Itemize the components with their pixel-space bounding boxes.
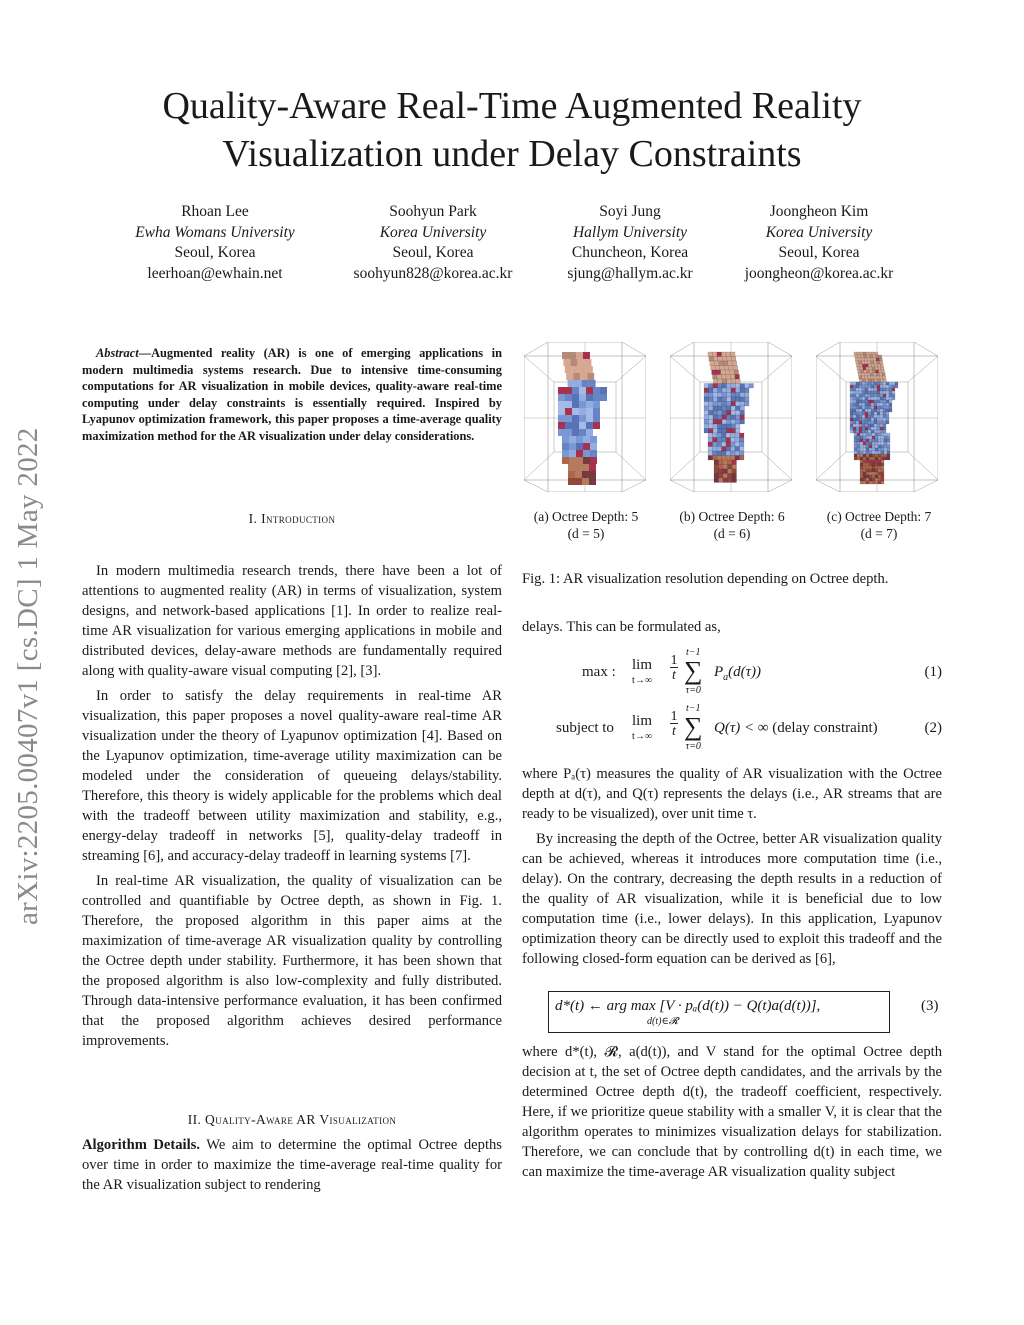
paragraph: In order to satisfy the delay requirements in real-time AR visualization, this paper proposes a novel quality-aware real-time AR visualization under the theory of Lyapunov optimization [4]. Based on the Lyapunov optimization, time-average utility maximization can be modeled under the consideration of queueing delays/stability. Therefore, this theory is widely applicable for the problems which deal with the tradeoff between utility maximization and stability, e.g., energy-delay tradeoff in networks [5], quality-delay tradeoff in streaming [6], and accuracy-delay tradeoff in learning systems [7]. — [82, 688, 502, 864]
numerator: 1 — [670, 653, 678, 668]
subcaption-text: (a) Octree Depth: 5 — [533, 509, 639, 524]
equation-3-text: d*(t) ← arg max [V · pₐ(d(t)) − Q(t)a(d(t))], — [555, 998, 821, 1014]
author-affiliation: Hallym University — [572, 223, 688, 241]
arxiv-identifier: arXiv:2205.00407v1 [cs.DC] 1 May 2022 — [12, 427, 44, 925]
equation-number: (3) — [921, 998, 939, 1014]
paragraph — [82, 1135, 502, 1195]
eq-lead: subject to — [556, 720, 614, 736]
subcaption-a — [516, 508, 656, 542]
title-line-1: Quality-Aware Real-Time Augmented Reality — [162, 85, 862, 127]
symbol: P — [714, 664, 724, 680]
eq-limit — [632, 658, 652, 688]
eq-body — [714, 664, 761, 683]
paper-title — [0, 82, 1024, 178]
run-in-heading: Algorithm Details. — [82, 1137, 200, 1153]
abstract-label: Abstract — [96, 346, 139, 360]
denominator: t — [672, 668, 676, 683]
equation-number: (2) — [924, 720, 942, 736]
author-location: Chuncheon, Korea — [571, 244, 689, 261]
abstract-text: —Augmented reality (AR) is one of emerging applications in modern multimedia systems research. Due to intensive time-consuming computations for AR visualization in mobile devices, quality-aware real-time computing under delay constraints is essentially required. Inspired by Lyapunov optimization framework, this paper proposes a time-average quality maximization method for the AR visualization under delay considerations. — [82, 346, 502, 443]
subcaption-math: (d = 6) — [713, 526, 751, 541]
author-block — [709, 202, 929, 284]
author-location: Seoul, Korea — [392, 244, 474, 261]
title-line-2: Visualization under Delay Constraints — [222, 133, 802, 175]
author-email[interactable]: joongheon@korea.ac.kr — [744, 264, 894, 282]
octree-figure-c — [816, 342, 938, 492]
author-location: Seoul, Korea — [174, 244, 256, 261]
denominator: t — [672, 724, 676, 739]
figure-caption: Fig. 1: AR visualization resolution depending on Octree depth. — [522, 571, 889, 587]
author-name: Soohyun Park — [389, 203, 477, 220]
right-column-final — [522, 1042, 942, 1187]
lim-sub: t→∞ — [632, 675, 652, 686]
equation-2 — [522, 704, 942, 758]
numerator: 1 — [670, 709, 678, 724]
subcaption-math: (d = 5) — [567, 526, 605, 541]
right-column-body — [522, 764, 942, 974]
sum-symbol: t−1 ∑ τ=0 — [684, 703, 703, 752]
author-block — [520, 202, 740, 284]
subcaption-math: (d = 7) — [860, 526, 898, 541]
author-block — [105, 202, 325, 284]
argmax-sub: d(t)∈𝓡 — [647, 1016, 679, 1027]
paragraph: where Pₐ(τ) measures the quality of AR visualization with the Octree depth at d(τ), and Q(τ) represents the delays (i.e., AR streams that are ready to be visualized), over unit time τ. — [522, 766, 942, 822]
section-heading-introduction: I. Introduction — [248, 511, 336, 526]
paragraph: In modern multimedia research trends, there have been a lot of attentions to augmented reality (AR) in terms of visualization, system designs, and network-based applications [1]. In order to realize real-time AR visualization for various emerging applications in mobile and distributed devices, delay-aware methods are fundamentally required along with quality-aware visual computing [2], [3]. — [82, 563, 502, 679]
lim: lim — [632, 713, 653, 729]
expression: Q(τ) < ∞ — [714, 720, 769, 736]
octree-figure-b — [670, 342, 792, 492]
lim: lim — [632, 657, 653, 673]
equation-3-box — [548, 991, 890, 1033]
equation-number: (1) — [924, 664, 942, 680]
sum-sub: τ=0 — [685, 741, 701, 752]
annotation: (delay constraint) — [772, 720, 878, 736]
author-block — [323, 202, 543, 284]
algorithm-details — [82, 1135, 502, 1200]
author-email[interactable]: soohyun828@korea.ac.kr — [353, 264, 513, 282]
subcaption-text: (c) Octree Depth: 7 — [826, 509, 932, 524]
eq-fraction — [670, 709, 678, 739]
sum-sub: τ=0 — [685, 685, 701, 696]
subcaption-b — [662, 508, 802, 542]
paragraph: where d*(t), 𝓡, a(d(t)), and V stand for the optimal Octree depth decision at t, the set of Octree depth candidates, and the arrivals by the determined Octree depth d(t), the tradeoff coefficient, respectively. Here, if we prioritize queue stability with a smaller V, it is clear that the algorithm operates to minimizes visualization delays for stabilization. Therefore, we can conclude that by controlling d(t) in each time, we can maximize the time-average AR visualization quality subject — [522, 1044, 942, 1180]
eq-limit — [632, 714, 652, 744]
paragraph: delays. This can be formulated as, — [522, 619, 721, 635]
sum-sup: t−1 — [686, 703, 701, 714]
author-email[interactable]: sjung@hallym.ac.kr — [567, 264, 693, 282]
paragraph-text: We aim to determine the optimal Octree depths over time in order to maximize the time-average real-time quality for the AR visualization subject to rendering — [82, 1137, 502, 1193]
author-name: Rhoan Lee — [181, 203, 249, 220]
author-affiliation: Ewha Womans University — [135, 223, 295, 241]
author-name: Soyi Jung — [599, 203, 661, 220]
equation-1 — [522, 648, 942, 702]
lim-sub: t→∞ — [632, 731, 652, 742]
introduction-body — [82, 561, 502, 1056]
paragraph: By increasing the depth of the Octree, better AR visualization quality can be achieved, whereas it introduces more computation time (i.e., delay). On the contrary, decreasing the depth results in a reduction of the quality of AR visualization, while it is beneficial due to low computation time (i.e., lower delays). In this application, Lyapunov optimization theory can be directly used to exploit this tradeoff and the following closed-form equation can be derived as [6], — [522, 831, 942, 967]
sum-symbol: t−1 ∑ τ=0 — [684, 647, 703, 696]
section-heading-quality-aware: II. Quality-Aware AR Visualization — [187, 1112, 397, 1127]
author-email[interactable]: leerhoan@ewhain.net — [147, 264, 283, 282]
abstract — [82, 345, 502, 445]
eq-lead: max : — [582, 664, 616, 680]
argument: (d(τ)) — [728, 664, 762, 680]
sum-sup: t−1 — [686, 647, 701, 658]
paragraph: In real-time AR visualization, the quality of visualization can be controlled and quantifiable by Octree depth, as shown in Fig. 1. Therefore, the proposed algorithm in this paper aims at the maximization of time-average AR visualization quality by controlling the Octree depth under stability. Furthermore, it has been shown that the proposed algorithm is also low-complexity and fully distributed. Through data-intensive performance evaluation, it has been confirmed that the proposed algorithm achieves desired performance improvements. — [82, 873, 502, 1049]
author-name: Joongheon Kim — [769, 203, 869, 220]
eq-body — [714, 720, 878, 737]
subcaption-text: (b) Octree Depth: 6 — [679, 509, 785, 524]
subcaption-c — [809, 508, 949, 542]
author-affiliation: Korea University — [379, 223, 487, 241]
subscript: a — [723, 672, 729, 683]
eq-fraction — [670, 653, 678, 683]
author-affiliation: Korea University — [765, 223, 873, 241]
author-location: Seoul, Korea — [778, 244, 860, 261]
octree-figure-a — [524, 342, 646, 492]
